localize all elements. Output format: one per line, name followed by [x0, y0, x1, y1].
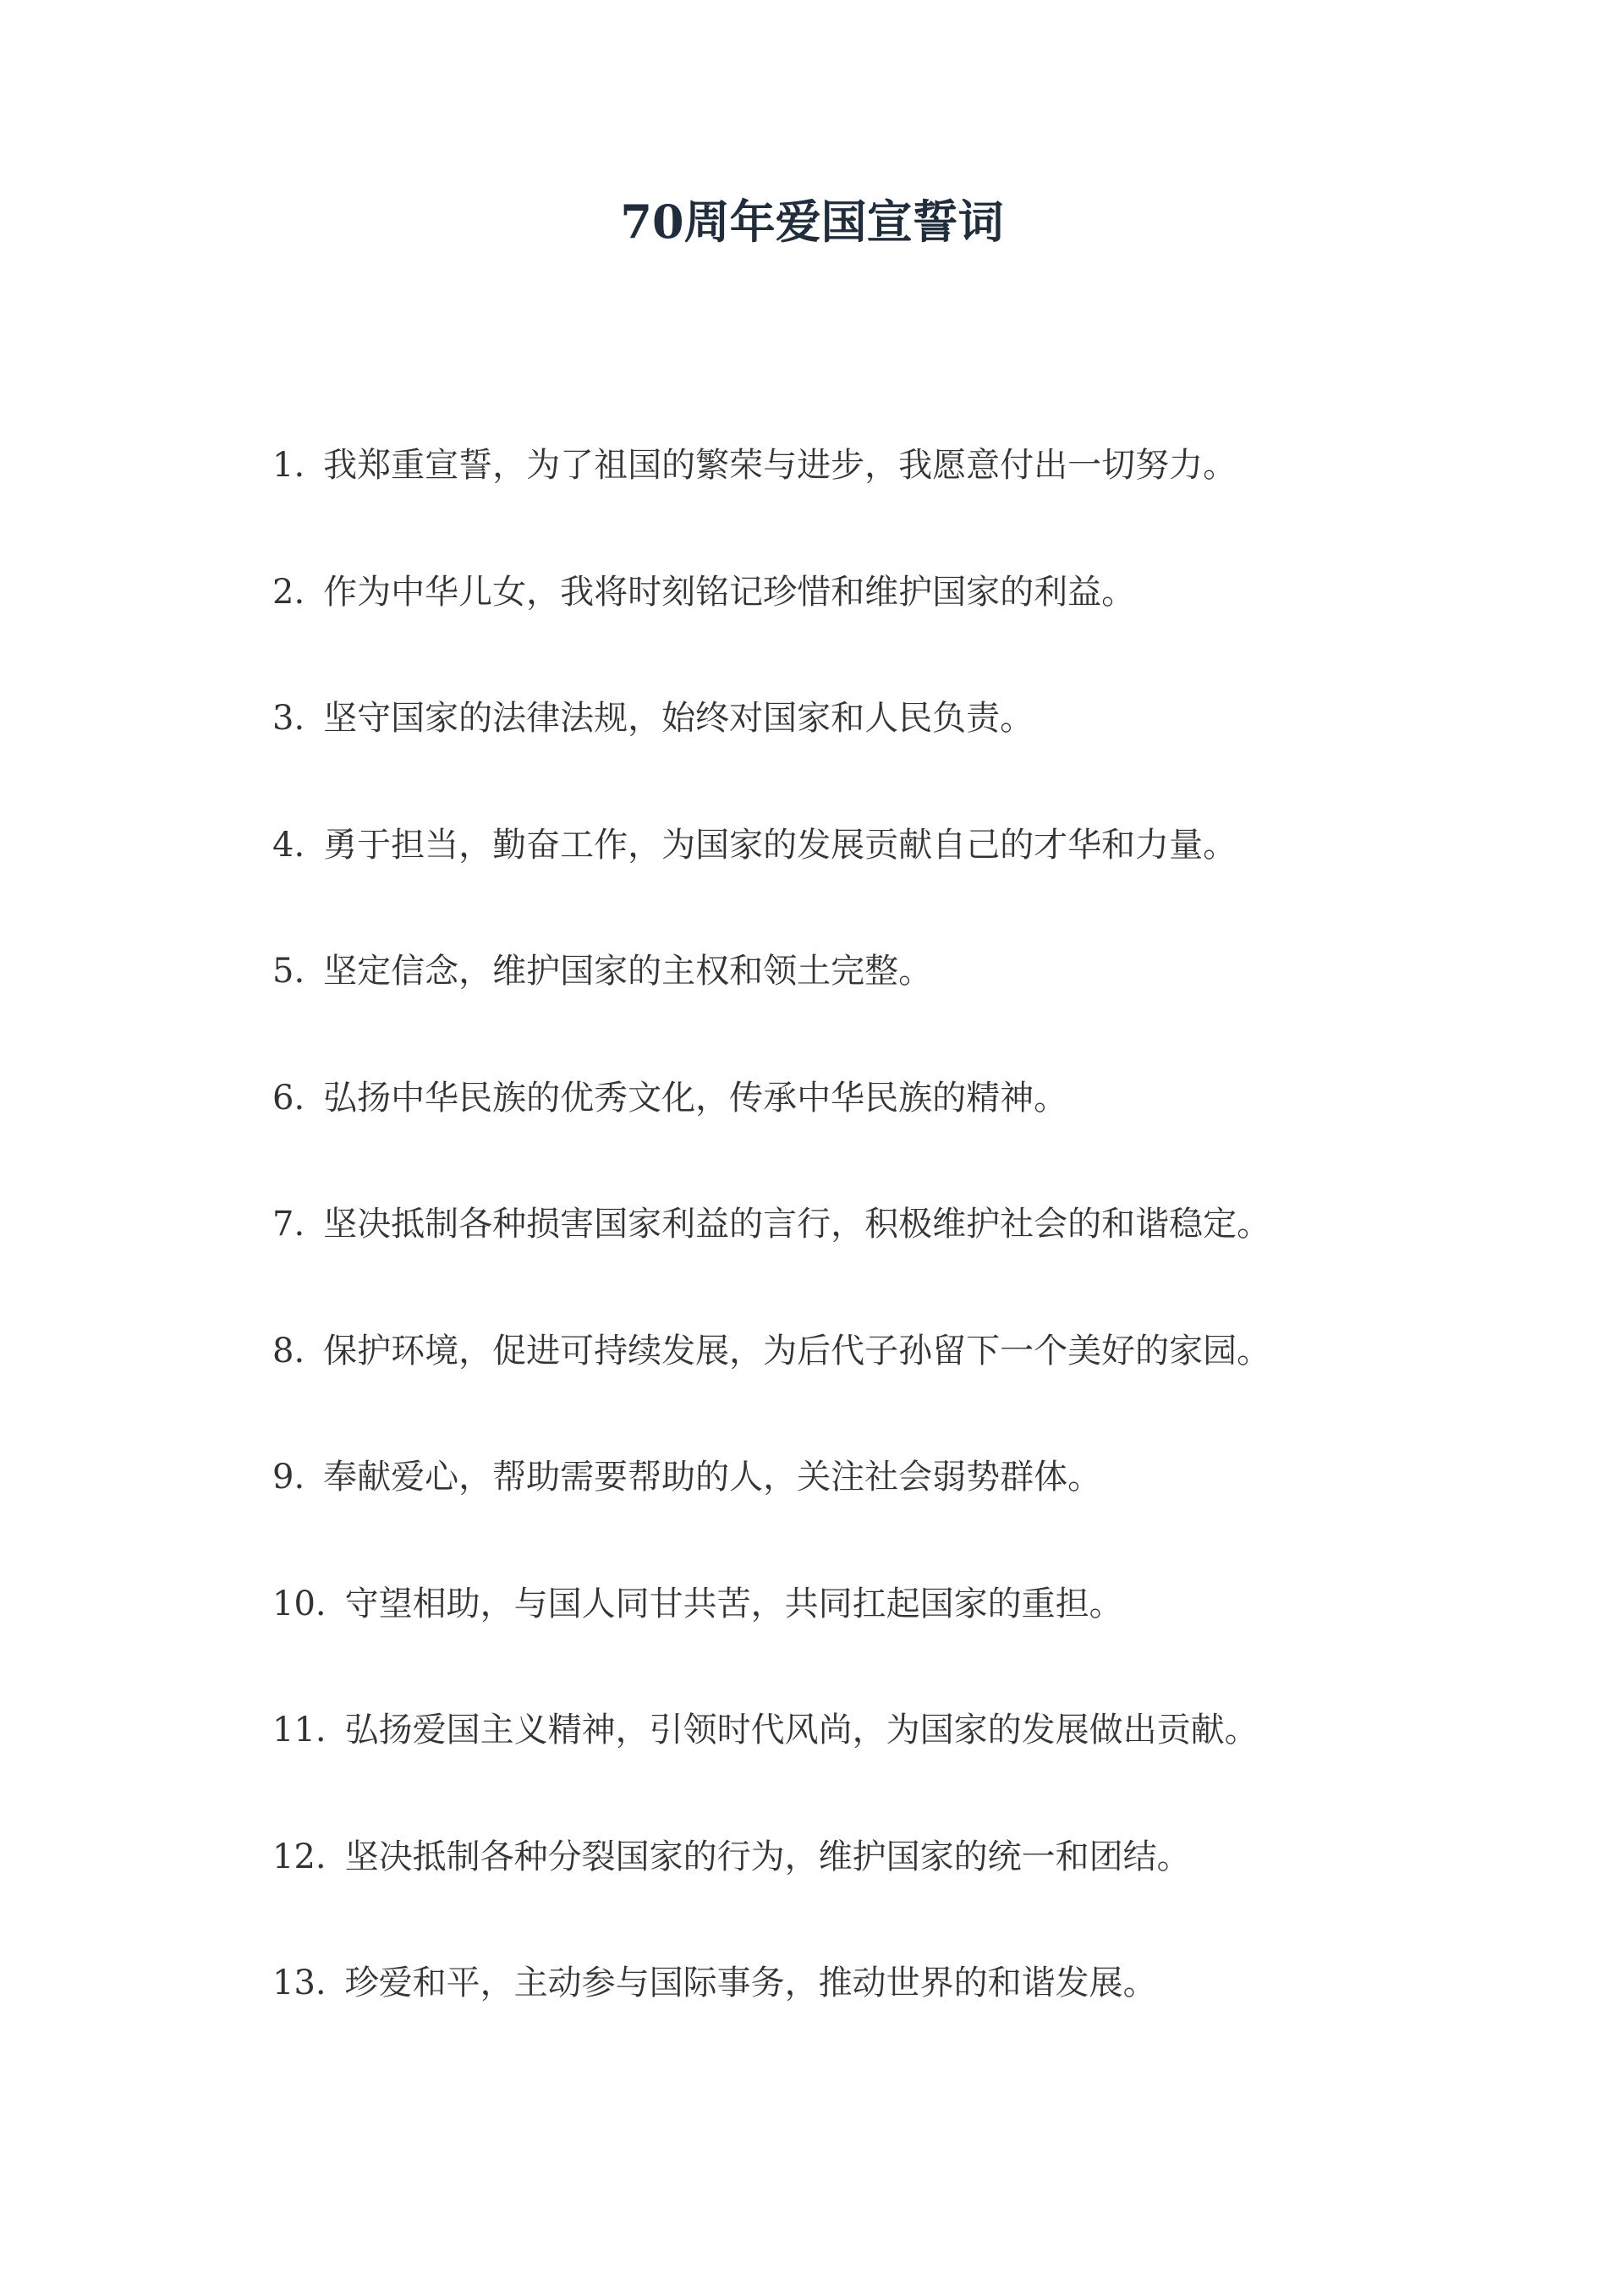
page-title: 70周年爱国宣誓词 [620, 195, 1004, 249]
item-text: 守望相助，与国人同甘共苦，共同扛起国家的重担。 [344, 1584, 1123, 1623]
item-number: 3. [272, 699, 305, 738]
item-text: 坚决抵制各种分裂国家的行为，维护国家的统一和团结。 [344, 1837, 1191, 1876]
list-item [272, 820, 1457, 947]
list-item [272, 1958, 1457, 2085]
list-item [272, 1073, 1457, 1200]
list-item [272, 567, 1457, 694]
item-number: 12. [272, 1837, 326, 1876]
list-item [272, 440, 1457, 567]
list-item [272, 1832, 1457, 1958]
list-item [272, 1705, 1457, 1832]
oath-list [272, 440, 1457, 2085]
item-text: 弘扬中华民族的优秀文化，传承中华民族的精神。 [323, 1078, 1068, 1118]
item-text: 珍爱和平，主动参与国际事务，推动世界的和谐发展。 [344, 1964, 1157, 2002]
item-number: 5. [272, 952, 305, 991]
item-number: 2. [272, 572, 305, 612]
item-number: 11. [272, 1711, 326, 1749]
item-text: 我郑重宣誓，为了祖国的繁荣与进步，我愿意付出一切努力。 [323, 446, 1237, 485]
list-item [272, 1452, 1457, 1579]
list-item [272, 693, 1457, 820]
item-number: 8. [272, 1331, 305, 1370]
item-number: 1. [272, 446, 305, 485]
item-text: 保护环境，促进可持续发展，为后代子孙留下一个美好的家园。 [323, 1331, 1271, 1370]
item-text: 弘扬爱国主义精神，引领时代风尚，为国家的发展做出贡献。 [344, 1711, 1259, 1749]
item-number: 13. [272, 1964, 326, 2002]
item-number: 6. [272, 1078, 305, 1118]
list-item [272, 1199, 1457, 1326]
item-text: 坚决抵制各种损害国家利益的言行，积极维护社会的和谐稳定。 [323, 1205, 1271, 1244]
item-text: 坚守国家的法律法规，始终对国家和人民负责。 [323, 699, 1034, 738]
list-item [272, 1579, 1457, 1706]
item-number: 10. [272, 1584, 326, 1623]
item-text: 勇于担当，勤奋工作，为国家的发展贡献自己的才华和力量。 [323, 825, 1237, 865]
item-number: 9. [272, 1458, 305, 1497]
item-number: 7. [272, 1205, 305, 1244]
list-item [272, 1326, 1457, 1453]
item-text: 坚定信念，维护国家的主权和领土完整。 [323, 952, 933, 991]
item-text: 作为中华儿女，我将时刻铭记珍惜和维护国家的利益。 [323, 572, 1136, 612]
item-number: 4. [272, 825, 305, 865]
item-text: 奉献爱心，帮助需要帮助的人，关注社会弱势群体。 [323, 1458, 1102, 1497]
list-item [272, 946, 1457, 1073]
